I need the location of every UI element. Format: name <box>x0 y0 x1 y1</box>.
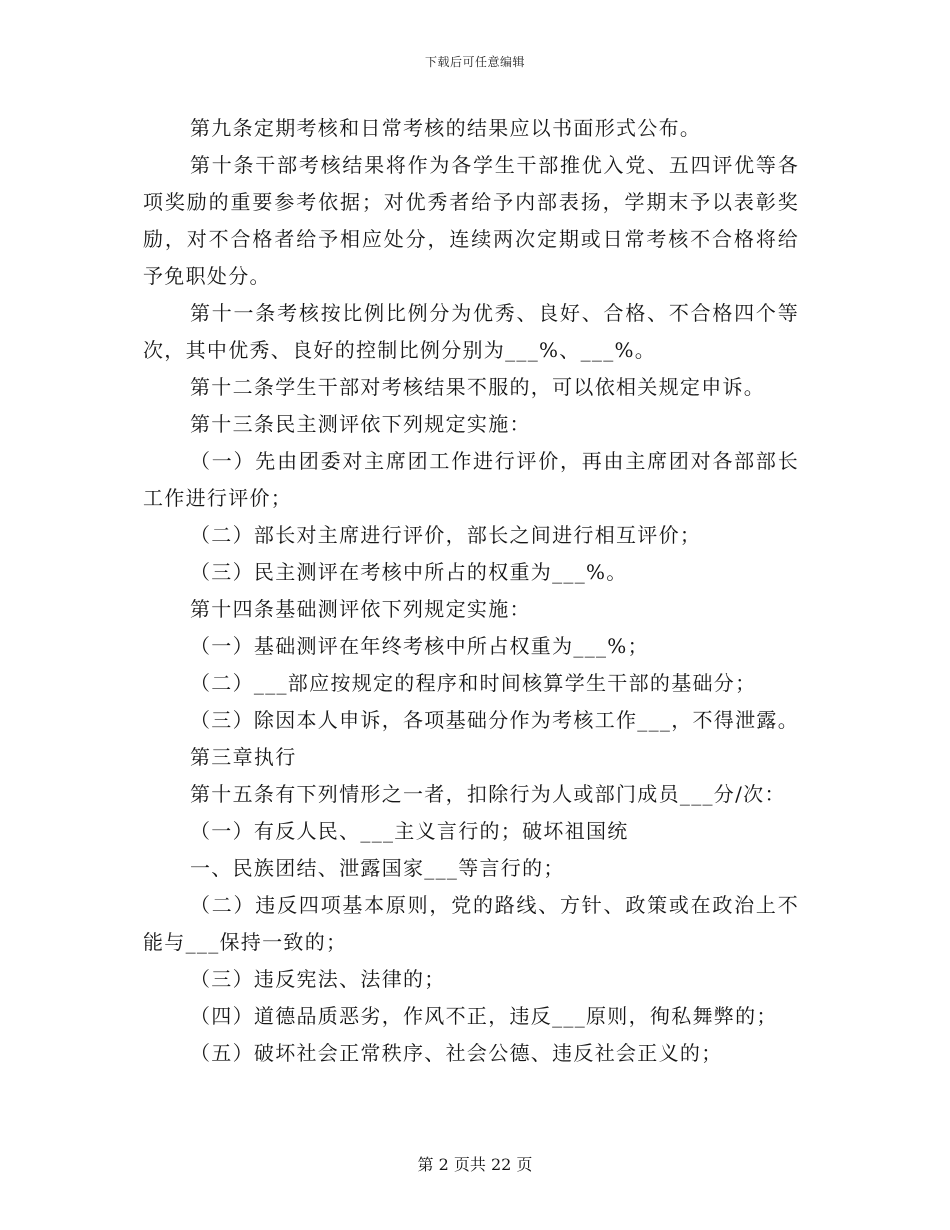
paragraph <box>143 628 799 665</box>
paragraph <box>143 887 799 961</box>
text-line: 第十四条基础测评依下列规定实施： <box>190 597 531 621</box>
text-line: （一）基础测评在年终考核中所占权重为___%； <box>190 634 649 658</box>
text-line: （二）部长对主席进行评价，部长之间进行相互评价； <box>190 523 702 547</box>
text-line: 第三章执行 <box>190 745 297 769</box>
paragraph <box>143 147 799 295</box>
paragraph <box>143 110 799 147</box>
paragraph <box>143 813 799 850</box>
text-line: （三）违反宪法、法律的； <box>190 967 446 991</box>
paragraph <box>143 406 799 443</box>
paragraph <box>143 295 799 369</box>
text-line: （三）民主测评在考核中所占的权重为___%。 <box>190 560 628 584</box>
paragraph <box>143 1035 799 1072</box>
text-line: （二）___部应按规定的程序和时间核算学生干部的基础分； <box>190 671 757 695</box>
page-header: 下载后可任意编辑 <box>424 55 525 69</box>
paragraph <box>143 591 799 628</box>
text-line: 能与___保持一致的； <box>143 930 348 954</box>
paragraph <box>143 702 799 739</box>
page-footer: 第 2 页共 22 页 <box>417 1155 533 1174</box>
paragraph <box>143 739 799 776</box>
paragraph <box>143 961 799 998</box>
text-line: （一）先由团委对主席团工作进行评价，再由主席团对各部部长 <box>190 449 799 473</box>
text-line: 一、民族团结、泄露国家___等言行的； <box>190 856 565 880</box>
text-line: （一）有反人民、___主义言行的；破坏祖国统 <box>190 819 629 843</box>
paragraph <box>143 665 799 702</box>
text-line: 第十二条学生干部对考核结果不服的，可以依相关规定申诉。 <box>190 375 766 399</box>
paragraph <box>143 369 799 406</box>
text-line: （五）破坏社会正常秩序、社会公德、违反社会正义的； <box>190 1041 723 1065</box>
text-line: 予免职处分。 <box>143 264 271 288</box>
text-line: 次，其中优秀、良好的控制比例分别为___%、___%。 <box>143 338 657 362</box>
text-line: （二）违反四项基本原则，党的路线、方针、政策或在政治上不 <box>190 893 799 917</box>
text-line: 第十一条考核按比例比例分为优秀、良好、合格、不合格四个等 <box>190 301 799 325</box>
text-line: 第十五条有下列情形之一者，扣除行为人或部门成员___分/次： <box>190 782 786 806</box>
paragraph <box>143 517 799 554</box>
paragraph <box>143 998 799 1035</box>
paragraph <box>143 554 799 591</box>
text-line: 第十条干部考核结果将作为各学生干部推优入党、五四评优等各 <box>190 153 799 177</box>
text-line: 项奖励的重要参考依据；对优秀者给予内部表扬，学期末予以表彰奖 <box>143 190 799 214</box>
text-line: 励，对不合格者给予相应处分，连续两次定期或日常考核不合格将给 <box>143 227 799 251</box>
text-line: 第九条定期考核和日常考核的结果应以书面形式公布。 <box>190 116 702 140</box>
paragraph <box>143 776 799 813</box>
text-line: 工作进行评价； <box>143 486 293 510</box>
text-line: （三）除因本人申诉，各项基础分作为考核工作___，不得泄露。 <box>190 708 799 732</box>
document-body <box>143 110 799 1072</box>
paragraph <box>143 443 799 517</box>
text-line: （四）道德品质恶劣，作风不正，违反___原则，徇私舞弊的； <box>190 1004 778 1028</box>
paragraph <box>143 850 799 887</box>
text-line: 第十三条民主测评依下列规定实施： <box>190 412 531 436</box>
